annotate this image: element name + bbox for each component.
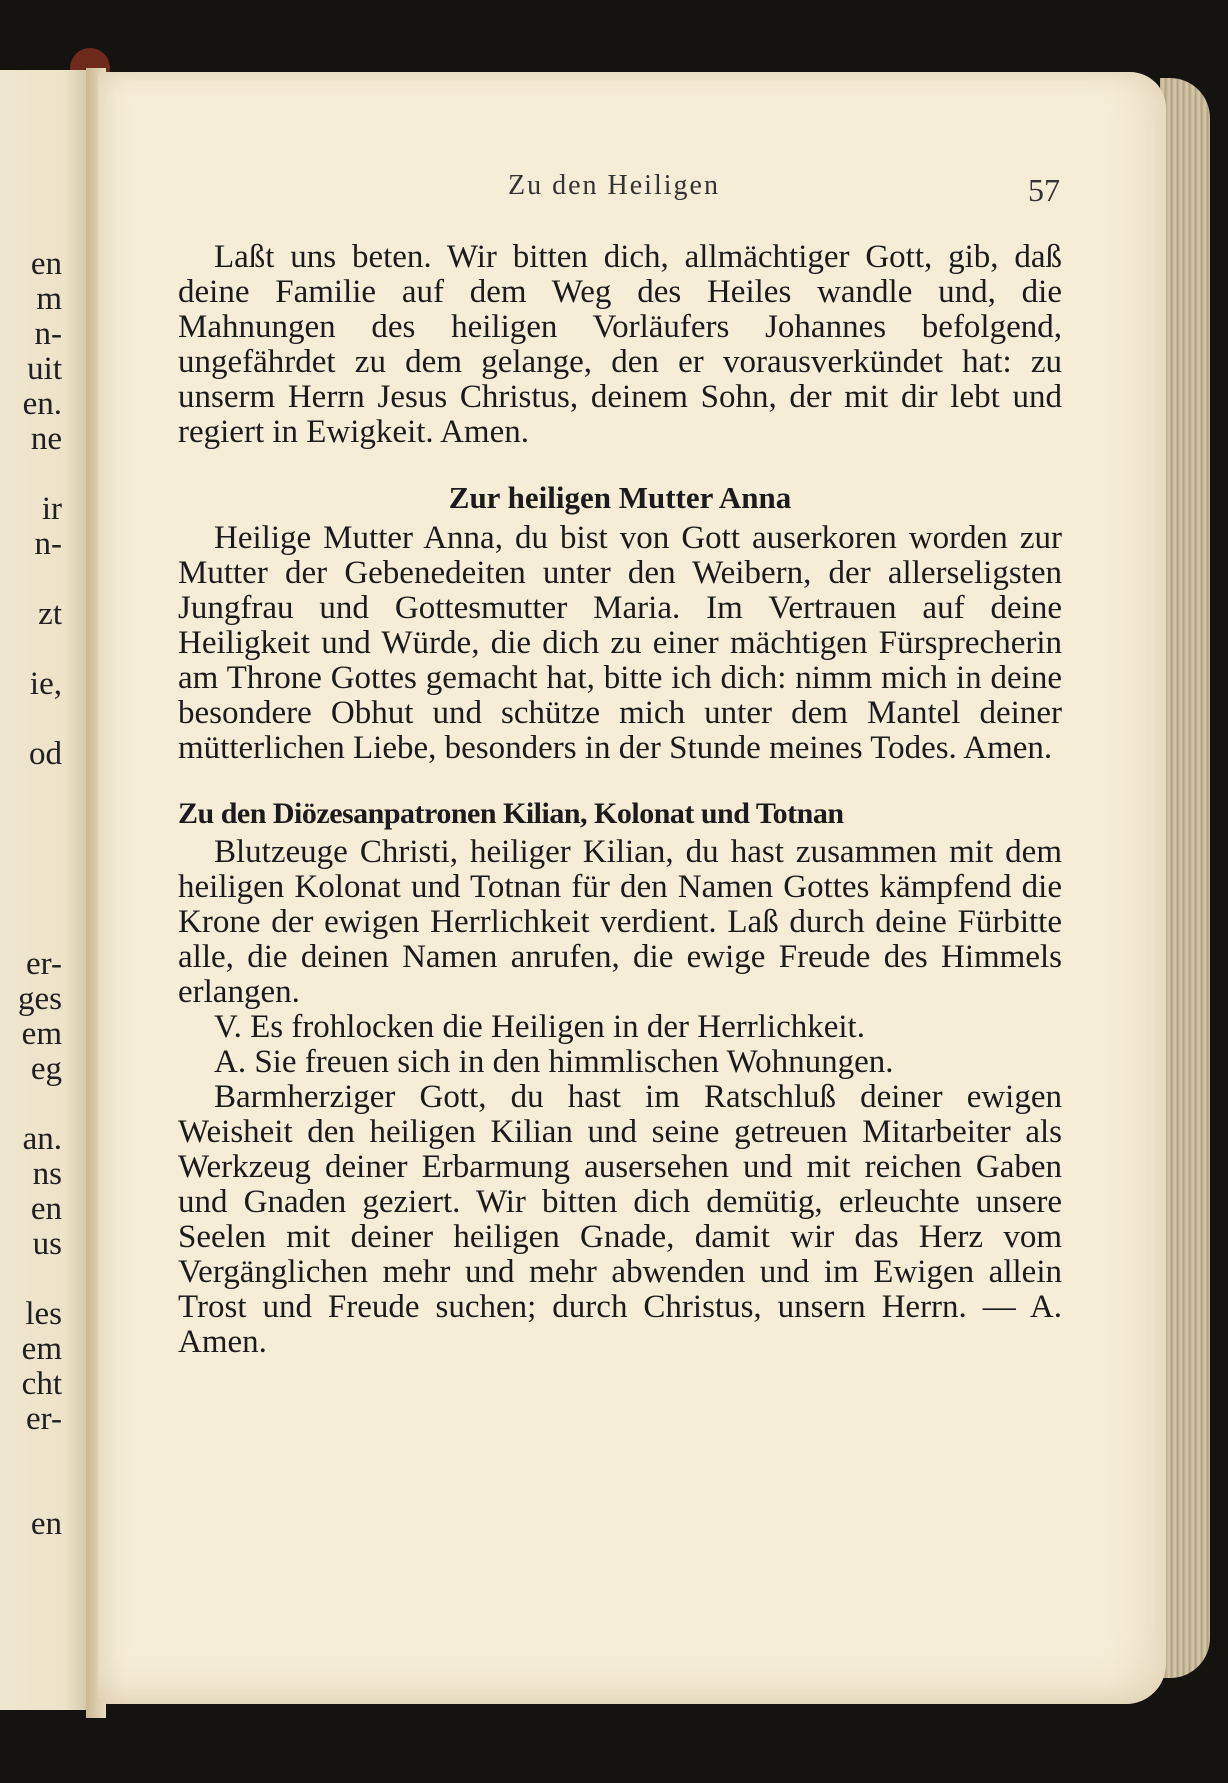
left-page-fragment: uit	[27, 351, 62, 387]
left-page-fragment: en.	[22, 386, 62, 422]
page-number: 57	[1028, 172, 1060, 208]
left-page-fragment: an.	[22, 1121, 62, 1157]
left-page-fragment: od	[29, 736, 62, 772]
left-page-fragment: en	[30, 246, 62, 282]
left-page-fragment: em	[21, 1331, 62, 1367]
running-title: Zu den Heiligen	[508, 170, 720, 201]
left-page-fragment: ns	[32, 1156, 62, 1192]
left-page-fragment: er-	[26, 946, 62, 982]
left-page-fragment: us	[32, 1226, 62, 1262]
left-page-fragment: n-	[34, 316, 62, 352]
anna-heading: Zur heiligen Mutter Anna	[448, 480, 792, 515]
page-block-edge	[1160, 78, 1210, 1678]
page-body	[178, 240, 1062, 1360]
left-page-fragment: ie,	[29, 666, 62, 702]
closing-prayer: Barmherziger Gott, du hast im Ratschluß deiner ewigen Weisheit den heiligen Kilian und seine getreuen Mitarbeiter als Werkzeug deiner Erbarmung ausersehen und mit reichen Gaben und Gnaden geziert. Wir bitten dich demütig, erleuchte unsere Seelen mit deiner heiligen Gnade, damit wir das Herz vom Vergänglichen mehr und mehr abwenden und im Ewigen allein Trost und Freude suchen; durch Christus, unsern Herrn. — A. Amen.	[178, 1079, 1062, 1360]
left-page-fragment: er-	[26, 1401, 62, 1437]
left-page-fragment: cht	[21, 1366, 62, 1402]
left-page-fragment: m	[36, 281, 62, 317]
left-page-fragment: les	[25, 1296, 62, 1332]
left-page	[0, 70, 92, 1710]
anna-prayer: Heilige Mutter Anna, du bist von Gott auserkoren worden zur Mutter der Gebenedeiten unter den Weibern, der allerseligsten Jungfrau und Gottesmutter Maria. Im Vertrauen auf deine Heiligkeit und Würde, die dich zu einer mächtigen Fürsprecherin am Throne Gottes gemacht hat, bitte ich dich: nimm mich in deine besondere Obhut und schütze mich unter dem Mantel deiner mütterlichen Liebe, besonders in der Stunde meines Todes. Amen.	[178, 520, 1062, 766]
left-page-fragment: zt	[38, 596, 62, 632]
left-page-fragment: en	[30, 1506, 62, 1542]
response: A. Sie freuen sich in den himmlischen Wohnungen.	[214, 1044, 894, 1080]
intro-prayer: Laßt uns beten. Wir bitten dich, allmächtiger Gott, gib, daß deine Familie auf dem Weg des Heiles wandle und, die Mahnungen des heiligen Vorläufers Johannes befolgend, ungefährdet zu dem gelange, den er vorausverkündet hat: zu unserm Herrn Jesus Christus, deinem Sohn, der mit dir lebt und regiert in Ewigkeit. Amen.	[178, 239, 1062, 450]
patrons-heading: Zu den Diözesanpatronen Kilian, Kolonat und Totnan	[178, 797, 844, 830]
left-page-fragment: ges	[18, 981, 62, 1017]
left-page-fragment: ir	[41, 491, 62, 527]
patrons-prayer: Blutzeuge Christi, heiliger Kilian, du hast zusammen mit dem heiligen Kolonat und Totnan für den Namen Gottes kämpfend die Krone der ewigen Herrlichkeit verdient. Laß durch deine Fürbitte alle, die deinen Namen anrufen, die ewige Freude des Himmels erlangen.	[178, 834, 1062, 1010]
left-page-fragment: em	[21, 1016, 62, 1052]
left-page-fragment: ne	[30, 421, 62, 457]
left-page-fragment: en	[30, 1191, 62, 1227]
left-page-fragment: eg	[30, 1051, 62, 1087]
versicle: V. Es frohlocken die Heiligen in der Herrlichkeit.	[214, 1009, 865, 1045]
left-page-fragment: n-	[34, 526, 62, 562]
